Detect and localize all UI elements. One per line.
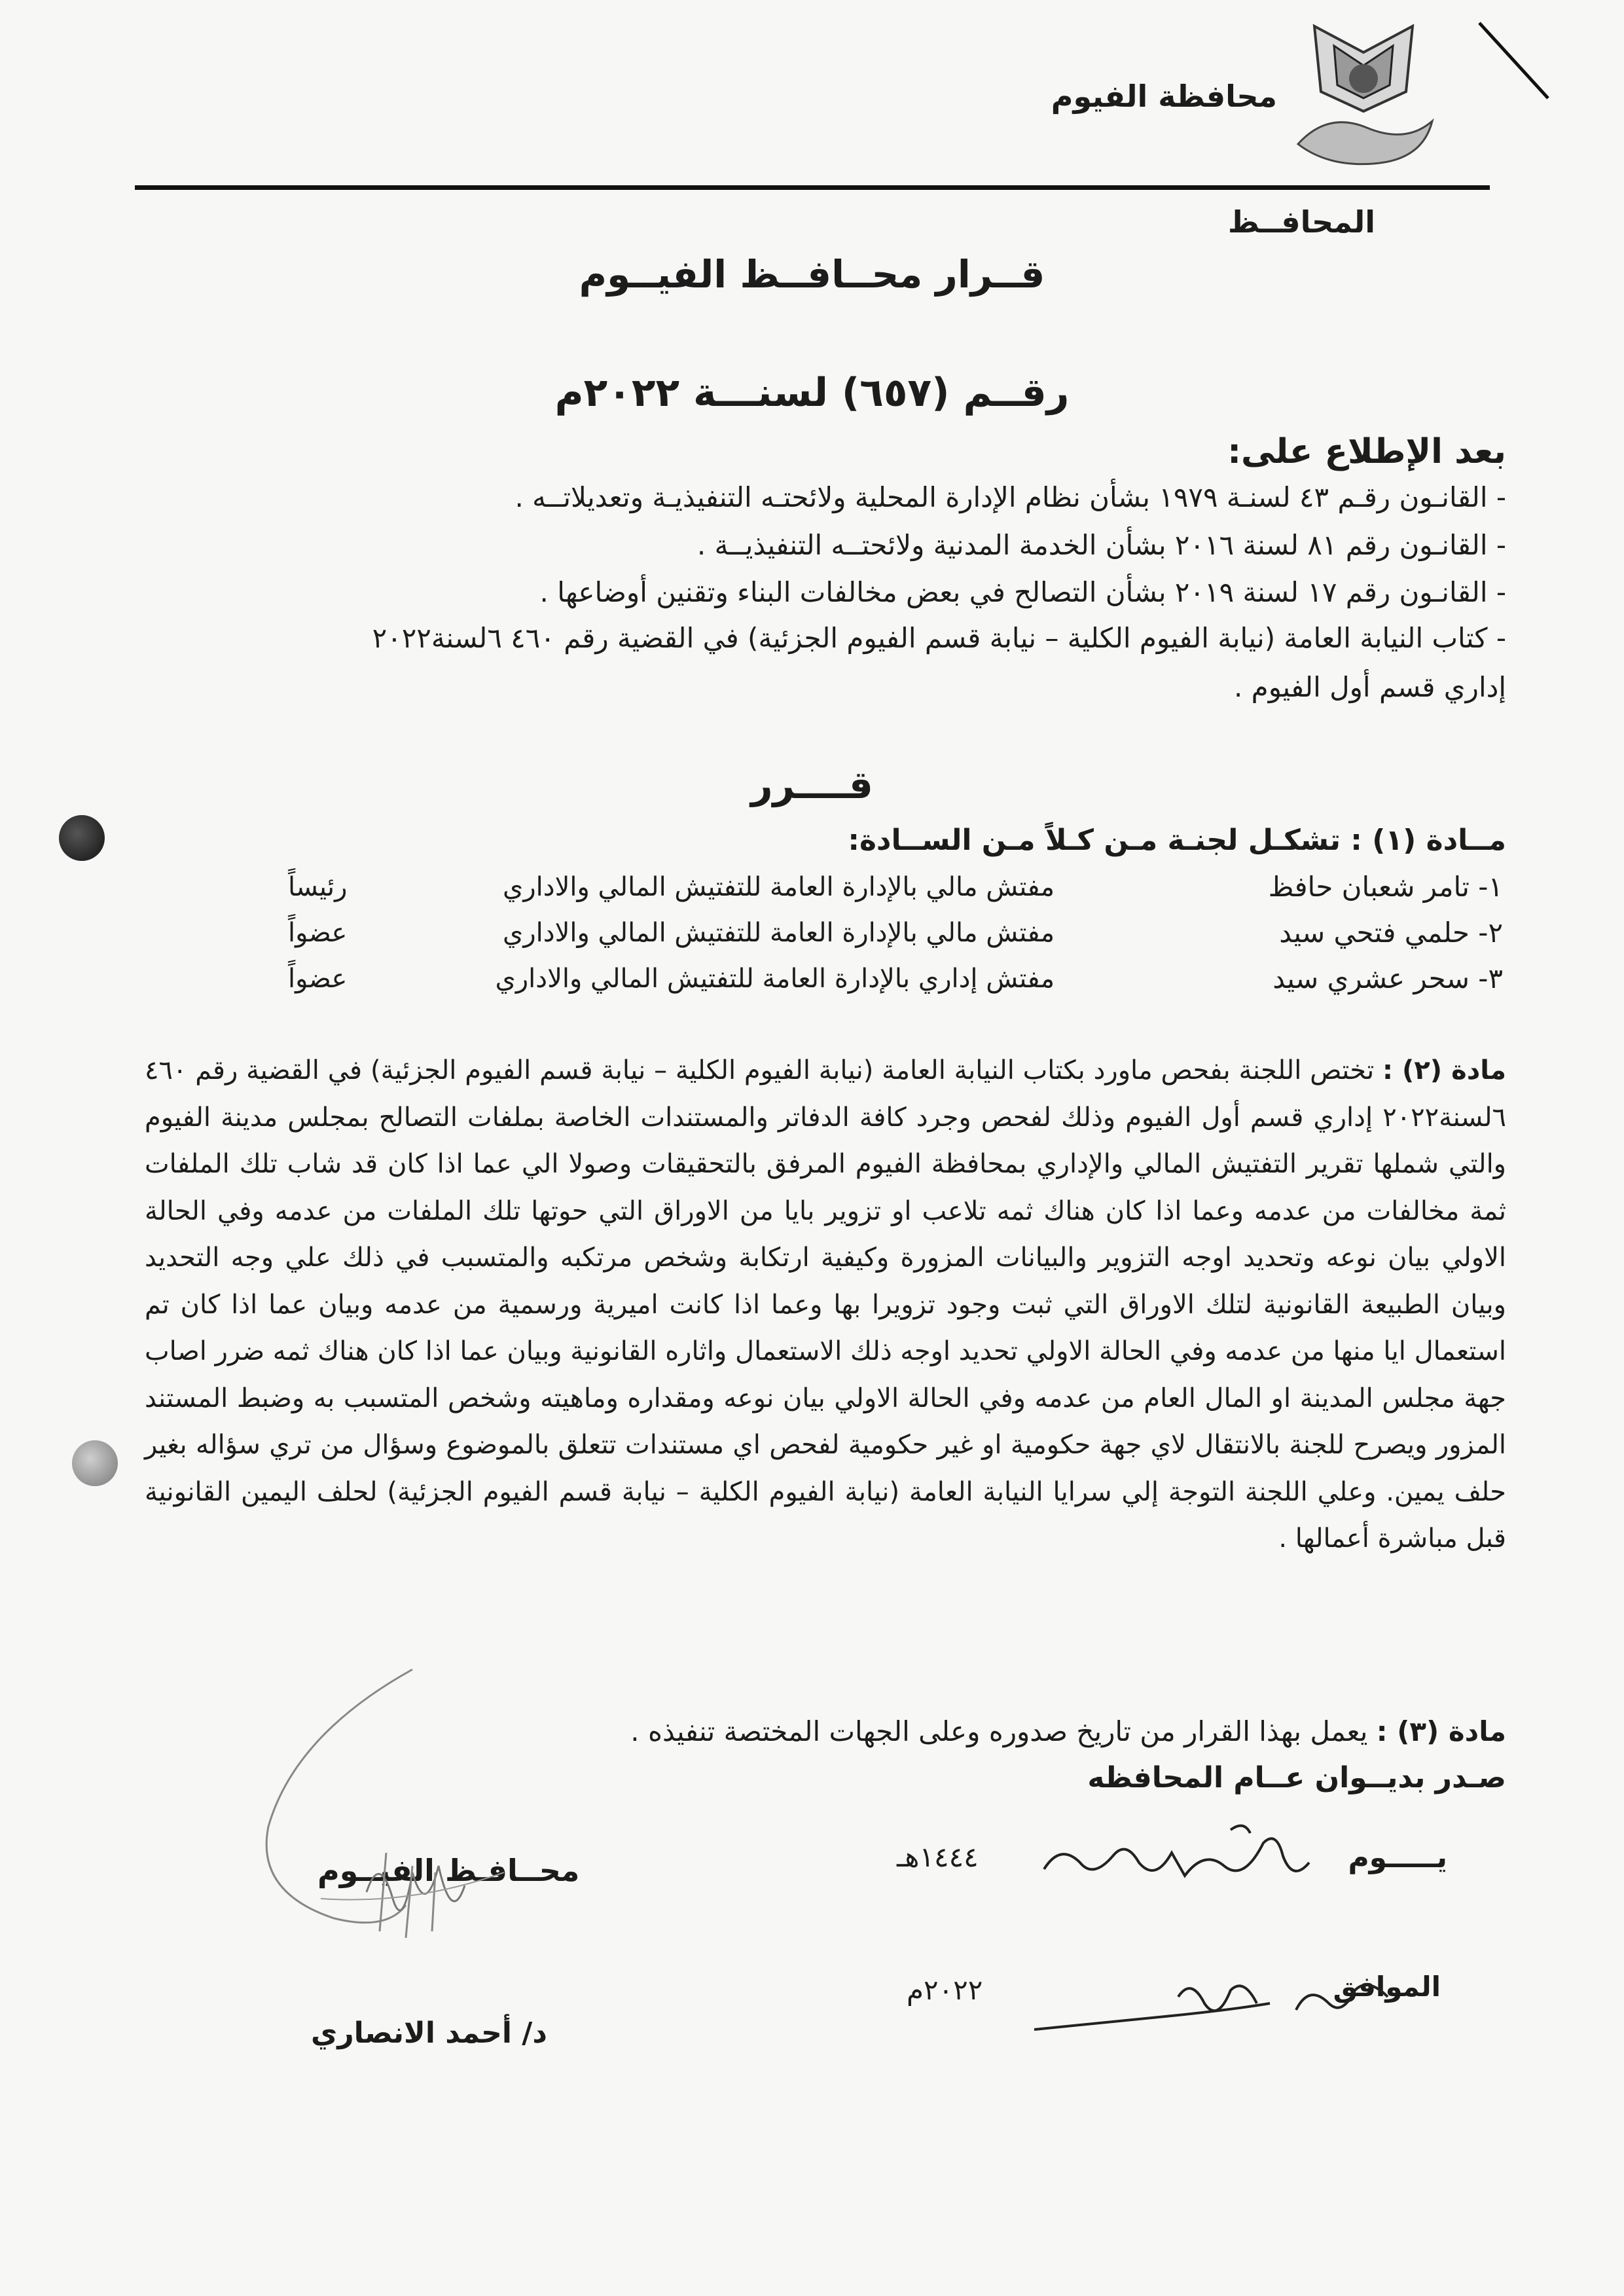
decision-heading: قــــرر (751, 763, 873, 807)
committee-member-role: رئيساً (288, 872, 348, 902)
committee-member-role: عضواً (288, 964, 348, 994)
handwritten-signature (216, 1656, 635, 1997)
preliminary-item: - القانـون رقـم ٤٣ لسنـة ١٩٧٩ بشأن نظام الإدارة المحلية ولائحتـه التنفيذيـة وتعديلاتــه . (514, 481, 1506, 513)
pen-stroke-mark (1476, 20, 1555, 105)
header-divider (135, 185, 1490, 190)
article-3-body: يعمل بهذا القرار من تاريخ صدوره وعلى الجهات المختصة تنفيذه . (630, 1715, 1368, 1747)
article-3-label: مادة (٣) : (1376, 1715, 1506, 1747)
decree-number: رقــم (٦٥٧) لسنـــة ٢٠٢٢م (554, 370, 1070, 416)
hijri-year: ١٤٤٤هـ (897, 1841, 979, 1873)
office-label: المحافــظ (1227, 204, 1375, 240)
handwritten-gregorian-date (1021, 1958, 1420, 2049)
article-2-body: تختص اللجنة بفحص ماورد بكتاب النيابة العامة (نيابة الفيوم الكلية – نيابة قسم الفيوم الجزئية) في القضية رقم ٤٦٠ ٦لسنة٢٠٢٢ إداري قسم أول الفيوم وذلك لفحص وجرد كافة الدفاتر والمستندات الخاصة بملفات التصالح بمجلس مدينة الفيوم والتي شملها تقرير التفتيش المالي والإداري بمحافظة الفيوم المرفق بالتحقيقات وصولا الي عما اذا كان قد شاب تلك الملفات ثمة مخالفات من عدمه وعما اذا كان هناك ثمه تلاعب او تزوير بايا من الاوراق التي حوتها تلك الملفات من عدمه وفي الحالة الاولي بيان نوعه وتحديد اوجه التزوير والبيانات المزورة وكيفية ارتكابة وشخص مرتكبه والمتسبب في ذلك علي وجه التحديد وبيان الطبيعة القانونية لتلك الاوراق التي ثبت وجود تزويرا بها وعما اذا كانت اميرية ورسمية من عدمه وبيان عما اذا كان تم استعمال ايا منها من عدمه وفي الحالة الاولي تحديد اوجه ذلك الاستعمال واثاره القانونية وبيان عما اذا كان هناك ثمه ضرر اصاب جهة مجلس المدينة او المال العام من عدمه وفي الحالة الاولي بيان نوعه ومقداره وماهيته وشخص المتسبب به وضبط المستند المزور ويصرح للجنة بالانتقال لاي جهة حكومية او غير حكومية لفحص اي مستندات تتعلق بالموضوع وسؤال من تري سؤاله بغير حلف يمين. وعلي اللجنة التوجة إلي سرايا النيابة العامة (نيابة الفيوم الكلية – نيابة قسم الفيوم الجزئية) لحلف اليمين القانونية قبل مباشرة أعمالها . (145, 1055, 1506, 1554)
punch-hole (72, 1440, 118, 1486)
preliminary-item: - كتاب النيابة العامة (نيابة الفيوم الكلية – نيابة قسم الفيوم الجزئية) في القضية رقم ٤٦٠ ٦لسنة٢٠٢٢ (372, 622, 1506, 654)
committee-member-name: ٣- سحر عشري سيد (1272, 962, 1503, 994)
governor-name: د/ أحمد الانصاري (311, 2016, 547, 2050)
governorate-name: محافظة الفيوم (1051, 79, 1277, 114)
committee-member-name: ٢- حلمي فتحي سيد (1279, 917, 1503, 949)
article-1-heading: مــادة (١) : تشكـل لجنـة مـن كـلاً مـن الســادة: (848, 824, 1506, 857)
preliminary-item: - القانـون رقم ١٧ لسنة ٢٠١٩ بشأن التصالح في بعض مخالفات البناء وتقنين أوضاعها . (539, 576, 1506, 608)
committee-member-role: عضواً (288, 918, 348, 948)
handwritten-hijri-date (1034, 1817, 1316, 1902)
hijri-date-label: يـــــوم (1348, 1841, 1447, 1874)
article-2-label: مادة (٢) : (1382, 1055, 1507, 1085)
governorate-emblem-icon (1288, 13, 1439, 170)
committee-member-title: مفتش إداري بالإدارة العامة للتفتيش المالي والاداري (495, 964, 1055, 994)
committee-member-title: مفتش مالي بالإدارة العامة للتفتيش المالي والاداري (503, 872, 1055, 902)
preliminary-item: إداري قسم أول الفيوم . (1233, 671, 1506, 703)
committee-member-name: ١- تامر شعبان حافظ (1268, 871, 1503, 903)
punch-hole (59, 815, 105, 861)
governor-title: محــافـظ الفيــوم (317, 1853, 580, 1888)
issued-at: صـدر بديــوان عــام المحافظه (1087, 1761, 1506, 1795)
article-2 (145, 1048, 1506, 1563)
gregorian-date-label: الموافق (1333, 1971, 1441, 2003)
preliminary-item: - القانـون رقم ٨١ لسنة ٢٠١٦ بشأن الخدمة المدنية ولائحتــه التنفيذيــة . (696, 529, 1506, 561)
article-3 (630, 1715, 1506, 1747)
committee-member-title: مفتش مالي بالإدارة العامة للتفتيش المالي والاداري (503, 918, 1055, 948)
gregorian-year: ٢٠٢٢م (907, 1974, 983, 2006)
decree-title: قــرار محــافــظ الفيــوم (579, 252, 1045, 297)
preliminaries-heading: بعد الإطلاع على: (1227, 432, 1506, 471)
